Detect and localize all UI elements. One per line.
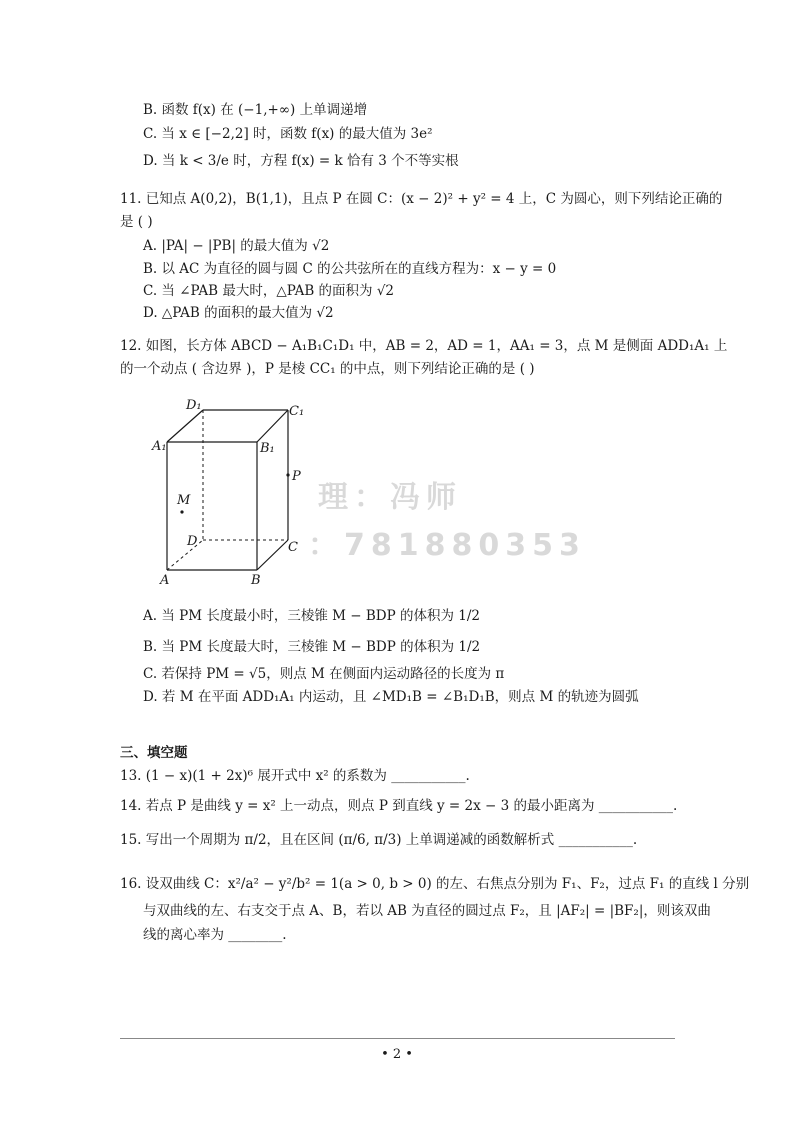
- footer-rule: [120, 1038, 675, 1039]
- section3-title: 三、填空题: [120, 745, 188, 761]
- label-c: C: [288, 540, 298, 555]
- watermark-line2: ：781880353: [308, 528, 586, 563]
- label-d1: D₁: [186, 398, 202, 413]
- label-a: A: [160, 573, 170, 588]
- label-p: P: [292, 469, 301, 484]
- q12-option-d: D. 若 M 在平面 ADD₁A₁ 内运动，且 ∠MD₁B = ∠B₁D₁B，则点 M 的轨迹为圆弧: [143, 689, 639, 705]
- q11-option-c: C. 当 ∠PAB 最大时，△PAB 的面积为 √2: [143, 283, 395, 299]
- q11-option-b: B. 以 AC 为直径的圆与圆 C 的公共弦所在的直线方程为：x − y = 0: [143, 261, 557, 277]
- q13-text: 13. (1 − x)(1 + 2x)⁶ 展开式中 x² 的系数为 ___________.: [120, 768, 470, 784]
- q12-option-c: C. 若保持 PM = √5，则点 M 在侧面内运动路径的长度为 π: [143, 666, 505, 682]
- point-p: [286, 473, 289, 476]
- q10-option-b: B. 函数 f(x) 在 (−1,+∞) 上单调递增: [143, 102, 368, 118]
- label-m: M: [177, 493, 191, 508]
- q11-stem-line1: 11. 已知点 A(0,2)，B(1,1)，且点 P 在圆 C：(x − 2)² + y² = 4 上，C 为圆心，则下列结论正确的: [120, 191, 723, 207]
- q11-option-a: A. |PA| − |PB| 的最大值为 √2: [143, 238, 330, 254]
- q11-option-d: D. △PAB 的面积的最大值为 √2: [143, 305, 334, 321]
- cuboid-figure: [150, 395, 320, 595]
- q15-text: 15. 写出一个周期为 π/2，且在区间 (π/6, π/3) 上单调递减的函数解析式 ___________.: [120, 832, 638, 848]
- page-number: • 2 •: [381, 1047, 413, 1062]
- q11-stem-line2: 是 ( ): [120, 214, 153, 230]
- q12-stem-line2: 的一个动点 ( 含边界 )，P 是棱 CC₁ 的中点，则下列结论正确的是 ( ): [120, 361, 535, 377]
- q14-text: 14. 若点 P 是曲线 y = x² 上一动点，则点 P 到直线 y = 2x − 3 的最小距离为 ___________.: [120, 798, 678, 814]
- q10-option-d: D. 当 k < 3/e 时，方程 f(x) = k 恰有 3 个不等实根: [143, 153, 459, 169]
- point-m: [180, 510, 183, 513]
- watermark-line1: 理：冯师: [318, 480, 462, 515]
- label-b: B: [251, 573, 261, 588]
- edge-a1d1: [167, 410, 203, 442]
- q16-line3: 线的离心率为 ________.: [143, 927, 287, 943]
- q10-option-c: C. 当 x ∈ [−2,2] 时，函数 f(x) 的最大值为 3e²: [143, 126, 433, 142]
- label-b1: B₁: [260, 441, 275, 456]
- edge-ad-hidden: [167, 540, 203, 570]
- edge-bc: [257, 540, 288, 570]
- label-c1: C₁: [289, 404, 305, 419]
- edge-b1c1: [257, 410, 288, 442]
- q12-option-a: A. 当 PM 长度最小时，三棱锥 M − BDP 的体积为 1/2: [143, 608, 480, 624]
- q16-line2: 与双曲线的左、右支交于点 A、B，若以 AB 为直径的圆过点 F₂，且 |AF₂| = |BF₂|，则该双曲: [143, 903, 711, 919]
- q12-option-b: B. 当 PM 长度最大时，三棱锥 M − BDP 的体积为 1/2: [143, 639, 481, 655]
- label-d: D: [187, 534, 198, 549]
- label-a1: A₁: [152, 439, 167, 454]
- q16-line1: 16. 设双曲线 C：x²/a² − y²/b² = 1(a > 0, b > 0) 的左、右焦点分别为 F₁、F₂，过点 F₁ 的直线 l 分别: [120, 876, 750, 892]
- q12-stem-line1: 12. 如图，长方体 ABCD − A₁B₁C₁D₁ 中，AB = 2，AD = 1，AA₁ = 3，点 M 是侧面 ADD₁A₁ 上: [120, 338, 728, 354]
